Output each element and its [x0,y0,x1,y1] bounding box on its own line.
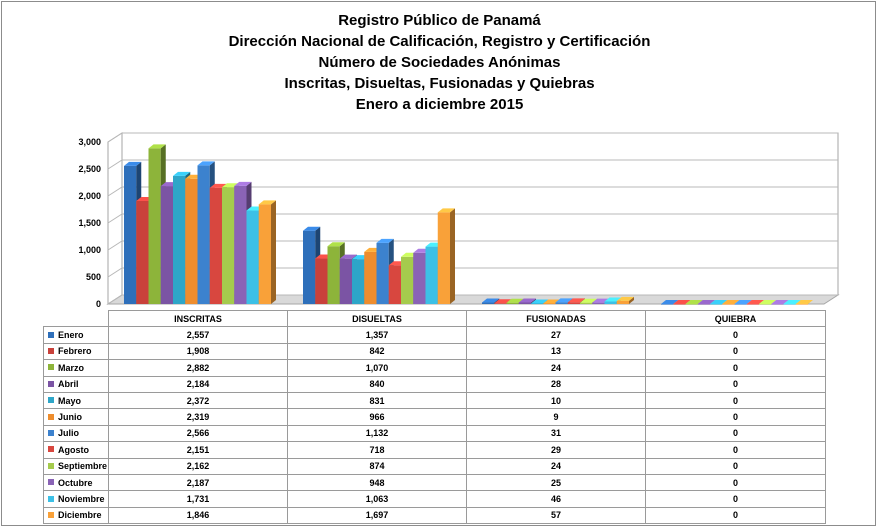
data-label: 31 [467,425,646,441]
bar-front [722,304,734,305]
series-name: Enero [58,330,84,341]
bar-front [735,304,747,305]
bar-front [771,304,783,305]
series-name: Abril [58,379,79,390]
series-name: Septiembre [58,461,108,472]
data-label: 718 [288,442,467,458]
bar-front [438,212,450,304]
bar-front [698,304,710,305]
legend-entry [44,376,109,392]
table-row [44,425,826,441]
legend-entry [44,343,109,359]
bar-front [494,303,506,304]
bar-front [543,304,555,305]
y-tick-label: 2,000 [78,191,101,201]
bar-front [377,243,389,304]
y-tick-label: 1,000 [78,245,101,255]
table-row [44,360,826,376]
legend-swatch [48,348,54,354]
data-label: 46 [467,491,646,507]
y-tick-label: 3,000 [78,137,101,147]
bar-front [222,187,234,304]
data-label: 1,697 [288,507,467,523]
legend-entry [44,442,109,458]
legend-swatch [48,332,54,338]
data-label: 0 [646,392,826,408]
category-label: DISUELTAS [288,311,467,327]
bar-front [198,165,210,304]
data-label: 10 [467,392,646,408]
bar-front [605,302,617,304]
legend-swatch [48,414,54,420]
bar-front [784,304,796,305]
bar-front [710,304,722,305]
data-label: 0 [646,442,826,458]
bar-front [401,257,413,304]
bar-front [426,247,438,304]
legend-swatch [48,446,54,452]
data-label: 2,372 [109,392,288,408]
bar-front [389,265,401,304]
data-label: 0 [646,409,826,425]
legend-entry [44,491,109,507]
bar-front [673,304,685,305]
data-label: 2,151 [109,442,288,458]
data-label: 0 [646,425,826,441]
data-label: 2,162 [109,458,288,474]
series-name: Junio [58,412,82,423]
data-label: 1,908 [109,343,288,359]
data-label: 1,846 [109,507,288,523]
bar [438,208,455,304]
legend-swatch [48,430,54,436]
data-label: 966 [288,409,467,425]
data-label: 0 [646,376,826,392]
legend-entry [44,458,109,474]
data-label: 2,184 [109,376,288,392]
data-label: 0 [646,458,826,474]
bar-front [759,304,771,305]
bar-side [450,208,455,304]
series-name: Noviembre [58,493,105,504]
bar-front [210,188,222,304]
bar-front [507,303,519,304]
data-label: 874 [288,458,467,474]
data-label: 0 [646,327,826,343]
data-label: 28 [467,376,646,392]
data-label: 0 [646,474,826,490]
y-tick-label: 2,500 [78,164,101,174]
legend-swatch [48,381,54,387]
bar-front [315,259,327,304]
data-label: 13 [467,343,646,359]
data-label: 2,882 [109,360,288,376]
bar-front [531,303,543,304]
bar-front [556,302,568,304]
table-row [44,327,826,343]
legend-swatch [48,479,54,485]
series-name: Marzo [58,362,85,373]
bar-side [271,200,276,304]
bar-front [364,252,376,304]
series-name: Diciembre [58,510,102,521]
legend-swatch [48,397,54,403]
bar-front [592,303,604,304]
bar-front [259,204,271,304]
bar-front [796,304,808,305]
table-row [44,491,826,507]
bar-front [185,179,197,304]
series-name: Febrero [58,346,92,357]
legend-entry [44,474,109,490]
table-row [44,474,826,490]
bar-front [136,201,148,304]
bar-front [149,148,161,304]
bar-front [568,302,580,304]
bar-front [661,304,673,305]
series-name: Octubre [58,477,93,488]
table-row [44,343,826,359]
bar-front [413,253,425,304]
category-label: FUSIONADAS [467,311,646,327]
series-name: Agosto [58,444,89,455]
data-label: 2,319 [109,409,288,425]
data-label: 57 [467,507,646,523]
data-label: 0 [646,343,826,359]
bar-front [124,166,136,304]
legend-swatch [48,512,54,518]
legend-swatch [48,364,54,370]
data-label: 1,132 [288,425,467,441]
legend-entry [44,409,109,425]
bar-front [234,186,246,304]
table-row [44,458,826,474]
legend-swatch [48,496,54,502]
data-label: 0 [646,360,826,376]
category-label: INSCRITAS [109,311,288,327]
table-row [44,376,826,392]
legend-entry [44,327,109,343]
data-label: 27 [467,327,646,343]
bar-front [352,259,364,304]
data-label: 831 [288,392,467,408]
data-label: 948 [288,474,467,490]
bar-front [247,211,259,304]
legend-entry [44,425,109,441]
legend-entry [44,392,109,408]
data-label: 1,357 [288,327,467,343]
data-label: 840 [288,376,467,392]
y-axis-ticks [78,137,101,309]
data-label: 2,566 [109,425,288,441]
legend-entry [44,507,109,523]
data-table-header [44,311,826,327]
bar [259,200,276,304]
data-label: 1,731 [109,491,288,507]
bar-front [686,304,698,305]
bar-front [328,246,340,304]
bar-front [161,186,173,304]
title-line-2: Dirección Nacional de Calificación, Registro y Certificación [228,33,651,50]
bar-front [173,176,185,304]
bar-front [747,304,759,305]
bar-front [617,301,629,304]
bar-front [303,231,315,304]
table-row [44,507,826,523]
data-label: 0 [646,491,826,507]
y-tick-label: 0 [95,299,101,309]
y-tick-label: 1,500 [78,218,101,228]
table-row [44,409,826,425]
bar-front [482,303,494,304]
title-line-5: Enero a diciembre 2015 [355,96,524,113]
title-line-1: Registro Público de Panamá [338,12,541,29]
title-line-4: Inscritas, Disueltas, Fusionadas y Quiebras [284,75,595,92]
title-line-3: Número de Sociedades Anónimas [318,54,561,71]
series-name: Mayo [58,395,82,406]
data-label: 24 [467,458,646,474]
series-name: Julio [58,428,80,439]
data-table [43,310,826,524]
data-label: 1,070 [288,360,467,376]
legend-entry [44,360,109,376]
data-label: 29 [467,442,646,458]
data-label: 2,187 [109,474,288,490]
table-row [44,392,826,408]
bar-front [340,259,352,304]
data-label: 9 [467,409,646,425]
table-corner [44,311,109,327]
bar-front [519,302,531,304]
data-label: 24 [467,360,646,376]
data-label: 25 [467,474,646,490]
bar-front [580,303,592,304]
data-label: 0 [646,507,826,523]
data-label: 1,063 [288,491,467,507]
data-label: 2,557 [109,327,288,343]
category-label: QUIEBRA [646,311,826,327]
y-tick-label: 500 [85,272,101,282]
legend-swatch [48,463,54,469]
table-row [44,442,826,458]
data-label: 842 [288,343,467,359]
